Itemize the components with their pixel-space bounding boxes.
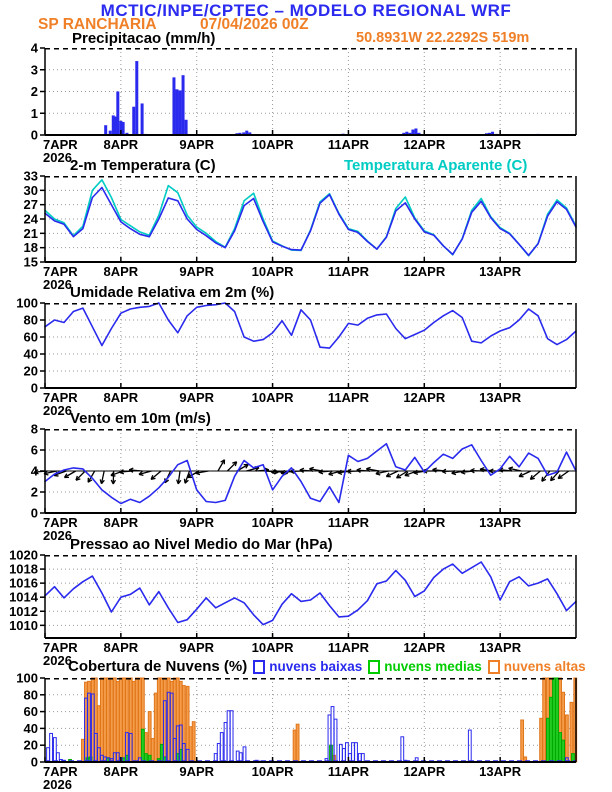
precip-chart	[0, 40, 612, 165]
blue-legend-swatch-icon	[253, 660, 265, 674]
svg-text:2026: 2026	[43, 277, 72, 292]
cloud-cover-chart	[0, 670, 612, 792]
humidity-panel-title: Umidade Relativa em 2m (%)	[70, 284, 275, 301]
svg-text:2026: 2026	[43, 653, 72, 668]
svg-text:9APR: 9APR	[179, 390, 215, 405]
svg-text:8APR: 8APR	[103, 640, 139, 655]
svg-text:0: 0	[30, 505, 38, 521]
svg-text:10APR: 10APR	[251, 764, 294, 779]
orange-legend-swatch-icon	[488, 660, 500, 674]
svg-text:40: 40	[23, 720, 38, 736]
legend-nuvens-altas: nuvens altas	[488, 659, 586, 674]
svg-text:11APR: 11APR	[327, 515, 370, 530]
legend-nuvens-baixas: nuvens baixas	[253, 659, 362, 674]
svg-text:7APR: 7APR	[43, 640, 78, 655]
svg-text:8APR: 8APR	[103, 137, 139, 152]
svg-text:9APR: 9APR	[179, 515, 215, 530]
svg-text:2026: 2026	[43, 150, 72, 165]
svg-text:12APR: 12APR	[403, 390, 446, 405]
svg-text:2026: 2026	[43, 528, 72, 543]
wind-chart	[0, 421, 612, 543]
svg-text:11APR: 11APR	[327, 390, 370, 405]
svg-text:4: 4	[30, 40, 38, 56]
svg-text:7APR: 7APR	[43, 137, 78, 152]
svg-text:6: 6	[30, 442, 38, 458]
svg-text:1018: 1018	[9, 561, 38, 577]
svg-text:1012: 1012	[9, 603, 38, 619]
legend-nuvens-medias: nuvens medias	[368, 659, 482, 674]
green-legend-swatch-icon	[368, 660, 380, 674]
svg-text:12APR: 12APR	[403, 264, 446, 279]
temp-apparent-legend: Temperatura Aparente (C)	[344, 157, 528, 174]
svg-text:8: 8	[30, 421, 38, 437]
svg-text:9APR: 9APR	[179, 640, 215, 655]
svg-text:0: 0	[30, 127, 38, 143]
svg-text:8APR: 8APR	[103, 390, 139, 405]
svg-text:13APR: 13APR	[479, 764, 522, 779]
svg-text:9APR: 9APR	[179, 764, 215, 779]
svg-text:33: 33	[23, 168, 38, 184]
svg-text:4: 4	[30, 463, 38, 479]
svg-text:9APR: 9APR	[179, 137, 215, 152]
svg-text:0: 0	[30, 754, 38, 770]
svg-text:1010: 1010	[9, 617, 38, 633]
temp-panel-title: 2-m Temperatura (C)	[70, 157, 216, 174]
svg-text:3: 3	[30, 62, 38, 78]
svg-text:1020: 1020	[9, 547, 38, 563]
svg-text:12APR: 12APR	[403, 515, 446, 530]
svg-text:10APR: 10APR	[251, 264, 294, 279]
svg-text:11APR: 11APR	[327, 264, 370, 279]
svg-text:10APR: 10APR	[251, 640, 294, 655]
run-datetime: 07/04/2026 00Z	[200, 16, 309, 33]
svg-text:11APR: 11APR	[327, 640, 370, 655]
svg-text:13APR: 13APR	[479, 137, 522, 152]
page-title: MCTIC/INPE/CPTEC – MODELO REGIONAL WRF	[100, 1, 512, 20]
svg-text:15: 15	[23, 254, 38, 270]
svg-text:21: 21	[23, 225, 38, 241]
svg-text:13APR: 13APR	[479, 264, 522, 279]
svg-text:20: 20	[23, 737, 38, 753]
clouds-title-row	[68, 658, 586, 675]
svg-text:1016: 1016	[9, 575, 38, 591]
svg-text:11APR: 11APR	[327, 764, 370, 779]
svg-text:24: 24	[23, 211, 38, 227]
svg-text:12APR: 12APR	[403, 137, 446, 152]
svg-text:7APR: 7APR	[43, 764, 78, 779]
svg-text:1014: 1014	[9, 589, 38, 605]
svg-text:8APR: 8APR	[103, 515, 139, 530]
svg-text:80: 80	[23, 312, 38, 328]
svg-text:1: 1	[30, 105, 38, 121]
svg-text:10APR: 10APR	[251, 137, 294, 152]
svg-text:11APR: 11APR	[327, 137, 370, 152]
svg-text:27: 27	[23, 197, 38, 213]
location-coordinates: 50.8931W 22.2292S 519m	[356, 30, 530, 46]
svg-text:13APR: 13APR	[479, 515, 522, 530]
svg-text:13APR: 13APR	[479, 640, 522, 655]
svg-text:100: 100	[16, 295, 38, 311]
svg-text:40: 40	[23, 346, 38, 362]
svg-text:12APR: 12APR	[403, 764, 446, 779]
svg-text:10APR: 10APR	[251, 390, 294, 405]
svg-text:7APR: 7APR	[43, 264, 78, 279]
svg-text:60: 60	[23, 329, 38, 345]
pressure-panel-title: Pressao ao Nivel Medio do Mar (hPa)	[70, 536, 333, 553]
svg-text:100: 100	[16, 670, 38, 686]
clouds-panel-title: Cobertura de Nuvens (%)	[68, 658, 248, 675]
humidity-chart	[0, 295, 612, 418]
svg-text:18: 18	[23, 240, 38, 256]
svg-text:80: 80	[23, 687, 38, 703]
svg-text:7APR: 7APR	[43, 515, 78, 530]
svg-text:30: 30	[23, 182, 38, 198]
wind-panel-title: Vento em 10m (m/s)	[70, 410, 211, 427]
svg-text:8APR: 8APR	[103, 264, 139, 279]
precip-panel-title: Precipitacao (mm/h)	[72, 30, 216, 47]
temperature-chart	[0, 168, 612, 292]
svg-text:10APR: 10APR	[251, 515, 294, 530]
svg-text:2026: 2026	[43, 777, 72, 792]
svg-text:0: 0	[30, 380, 38, 396]
station-name: SP RANCHARIA	[38, 16, 157, 33]
svg-text:2: 2	[30, 484, 38, 500]
svg-text:2: 2	[30, 84, 38, 99]
svg-text:60: 60	[23, 704, 38, 720]
svg-text:2026: 2026	[43, 403, 72, 418]
svg-text:7APR: 7APR	[43, 390, 78, 405]
svg-text:12APR: 12APR	[403, 640, 446, 655]
pressure-chart	[0, 547, 612, 669]
svg-text:20: 20	[23, 363, 38, 379]
svg-text:13APR: 13APR	[479, 390, 522, 405]
svg-text:9APR: 9APR	[179, 264, 215, 279]
svg-text:8APR: 8APR	[103, 764, 139, 779]
